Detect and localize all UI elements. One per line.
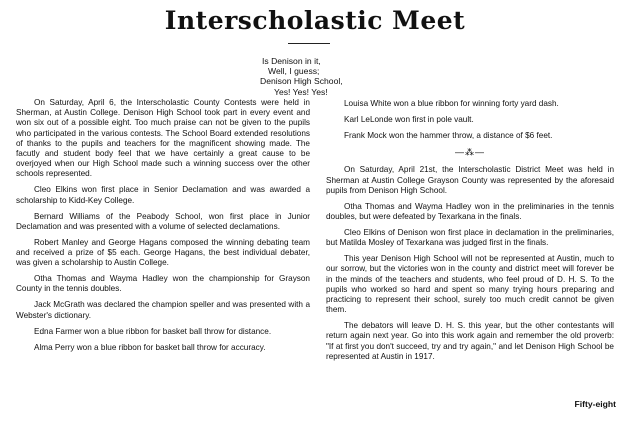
paragraph: Otha Thomas and Wayma Hadley won in the preliminaries in the tennis doubles, but were defeated by Texarkana in the finals. xyxy=(326,201,614,222)
paragraph: Bernard Williams of the Peabody School, won first place in Junior Declamation and was presented with a volume of selected declamations. xyxy=(16,211,310,231)
paragraph: This year Denison High School will not be represented at Austin, much to our sorrow, but the victories won in the county and district meet will forever be in the minds of the teachers and students, who feel proud of D. H. S. To the pupils who worked so hard and spent so many trying hours preparing and practicing to represent their school, surely too much credit cannot be given them. xyxy=(326,254,614,315)
paragraph: Cleo Elkins of Denison won first place in declamation in the preliminaries, but Matilda Mosley of Texarkana was judged first in the finals. xyxy=(326,228,614,248)
right-column xyxy=(326,99,614,368)
poem-line: Is Denison in it, xyxy=(262,56,321,66)
poem-line: Well, I guess; xyxy=(268,66,320,77)
section-separator: —⁂— xyxy=(455,147,485,158)
paragraph: On Saturday, April 21st, the Interscholastic District Meet was held in Sherman at Austin College Grayson County was represented by the aforesaid pupils from Denison High School. xyxy=(326,165,614,195)
left-column xyxy=(16,98,310,359)
paragraph: Karl LeLonde won first in pole vault. xyxy=(344,115,474,124)
paragraph: On Saturday, April 6, the Interscholastic County Contests were held in Sherman, at Austin College. Denison High School took part in every event and won six out of a possible eight. Too much praise can not be given to the pupils who participated in the various contests. The School Board extended resolutions of thanks to the pupils and teachers for the magnificent showing made. The facutly and student body feel that we have certainly a great cause to be overjoyed when our High School made such a winning success over the other schools represented. xyxy=(16,98,310,179)
paragraph: The debators will leave D. H. S. this year, but the other contestants will return again next year. Go into this work again and remember the old proverb: "If at first you don't succeed, try and try again," and let Denison High School be represented at Austin in 1917. xyxy=(326,321,614,361)
poem-line: Yes! Yes! Yes! xyxy=(274,86,328,97)
paragraph: Otha Thomas and Wayma Hadley won the championship for Grayson County in the tennis doubles. xyxy=(16,274,310,294)
paragraph: Edna Farmer won a blue ribbon for basket ball throw for distance. xyxy=(34,326,272,336)
poem-line: Denison High School, xyxy=(260,76,343,87)
page-title: Interscholastic Meet xyxy=(164,6,466,35)
paragraph: Jack McGrath was declared the champion speller and was presented with a Webster's dictionary. xyxy=(16,300,310,320)
paragraph: Louisa White won a blue ribbon for winning forty yard dash. xyxy=(344,99,559,108)
paragraph: Cleo Elkins won first place in Senior Declamation and was awarded a scholarship to Kidd-Key College. xyxy=(16,185,310,205)
title-rule xyxy=(288,43,330,44)
paragraph: Frank Mock won the hammer throw, a distance of $6 feet. xyxy=(344,131,553,140)
paragraph: Alma Perry won a blue ribbon for basket ball throw for accuracy. xyxy=(34,342,266,352)
paragraph: Robert Manley and George Hagans composed the winning debating team and received a prize of $5 each. George Hagans, the best individual debater, was given a scholarship to Austin College. xyxy=(16,237,310,268)
poem xyxy=(250,56,430,97)
page-number: Fifty-eight xyxy=(574,399,616,409)
